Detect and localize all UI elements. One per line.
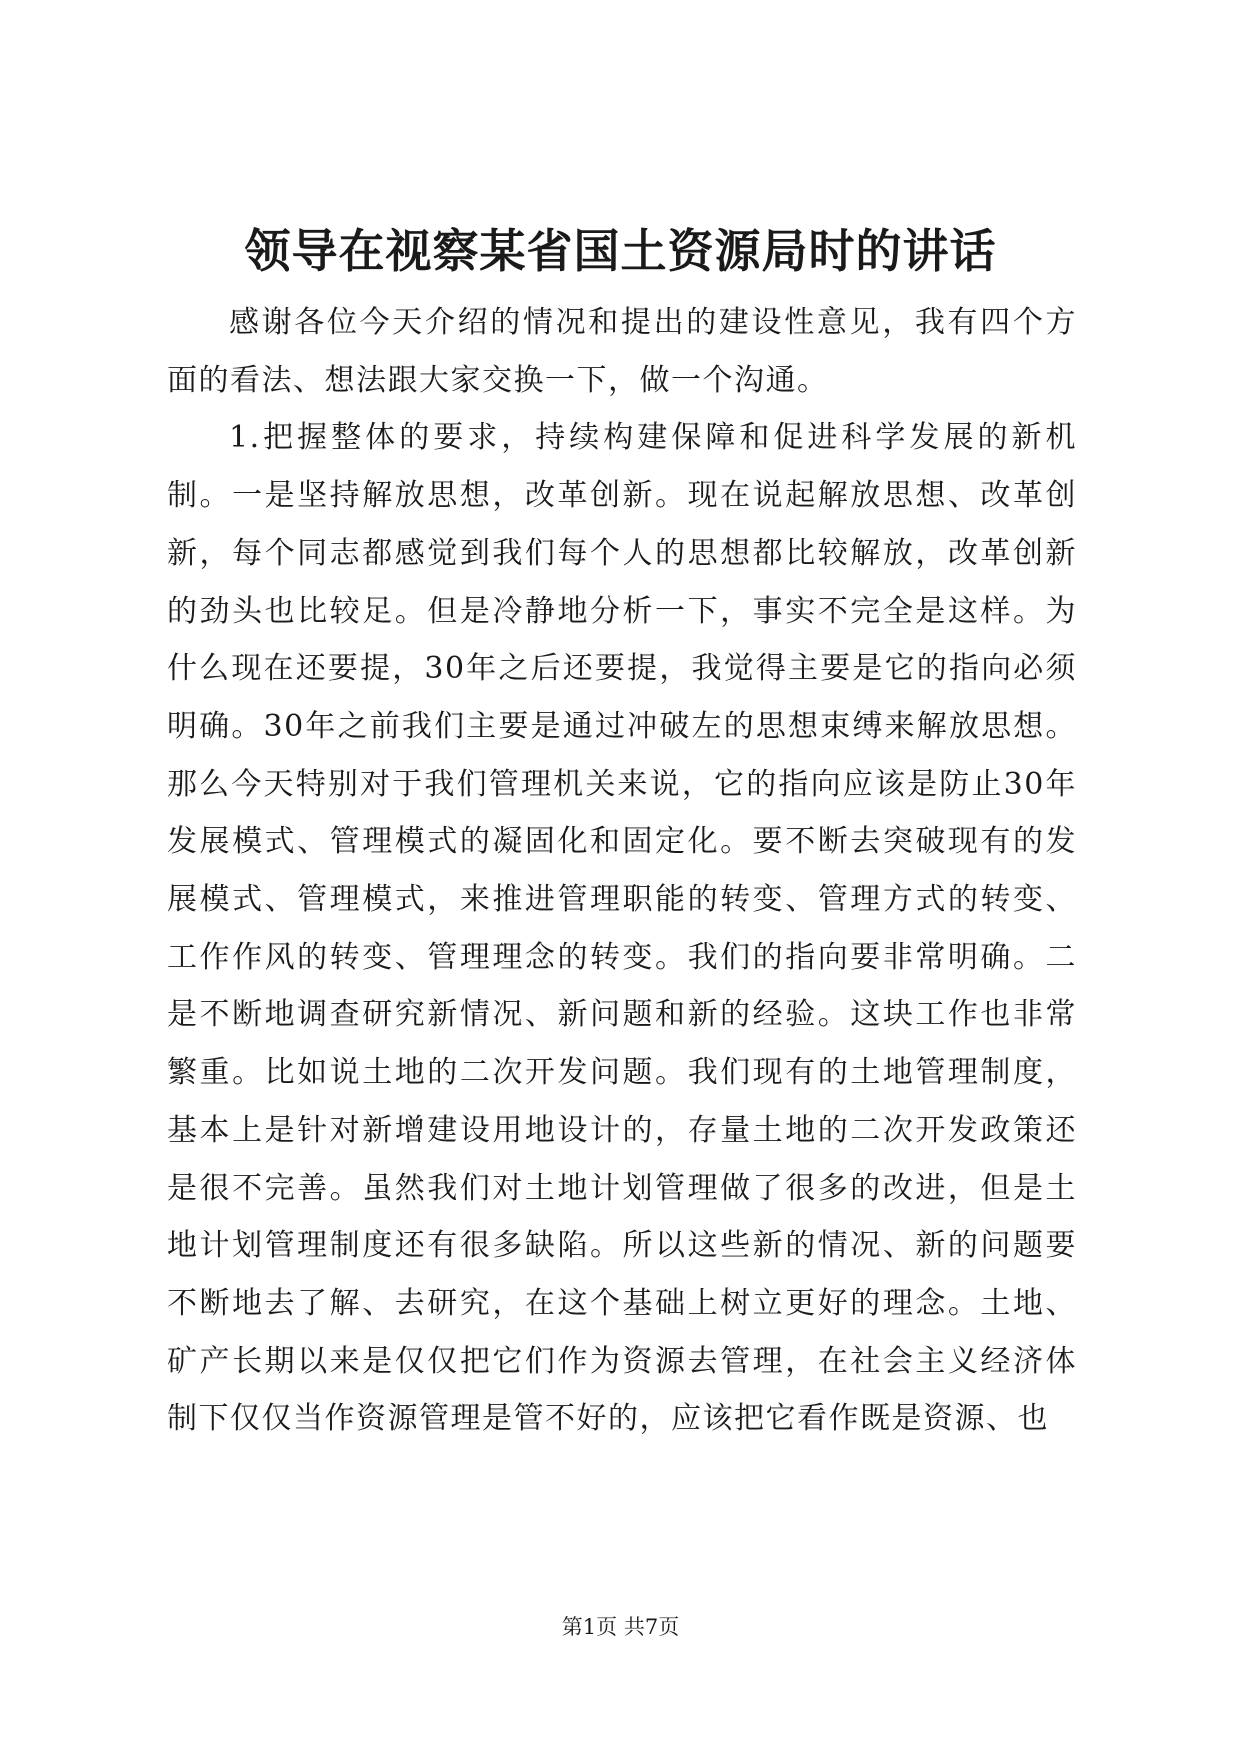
- page-footer: 第1页 共7页: [561, 1615, 680, 1639]
- paragraph: 感谢各位今天介绍的情况和提出的建设性意见，我有四个方面的看法、想法跟大家交换一下，做一个沟通。: [167, 305, 1077, 398]
- document-body: [167, 294, 1077, 1448]
- document-title: 领导在视察某省国土资源局时的讲话: [244, 224, 997, 278]
- paragraph: 1.把握整体的要求，持续构建保障和促进科学发展的新机制。一是坚持解放思想，改革创新。现在说起解放思想、改革创新，每个同志都感觉到我们每个人的思想都比较解放，改革创新的劲头也比较足。但是冷静地分析一下，事实不完全是这样。为什么现在还要提，30年之后还要提，我觉得主要是它的指向必须明确。30年之前我们主要是通过冲破左的思想束缚来解放思想。那么今天特别对于我们管理机关来说，它的指向应该是防止30年发展模式、管理模式的凝固化和固定化。要不断去突破现有的发展模式、管理模式，来推进管理职能的转变、管理方式的转变、工作作风的转变、管理理念的转变。我们的指向要非常明确。二是不断地调查研究新情况、新问题和新的经验。这块工作也非常繁重。比如说土地的二次开发问题。我们现有的土地管理制度，基本上是针对新增建设用地设计的，存量土地的二次开发政策还是很不完善。虽然我们对土地计划管理做了很多的改进，但是土地计划管理制度还有很多缺陷。所以这些新的情况、新的问题要不断地去了解、去研究，在这个基础上树立更好的理念。土地、矿产长期以来是仅仅把它们作为资源去管理，在社会主义经济体制下仅仅当作资源管理是管不好的，应该把它看作既是资源、也: [167, 420, 1077, 1437]
